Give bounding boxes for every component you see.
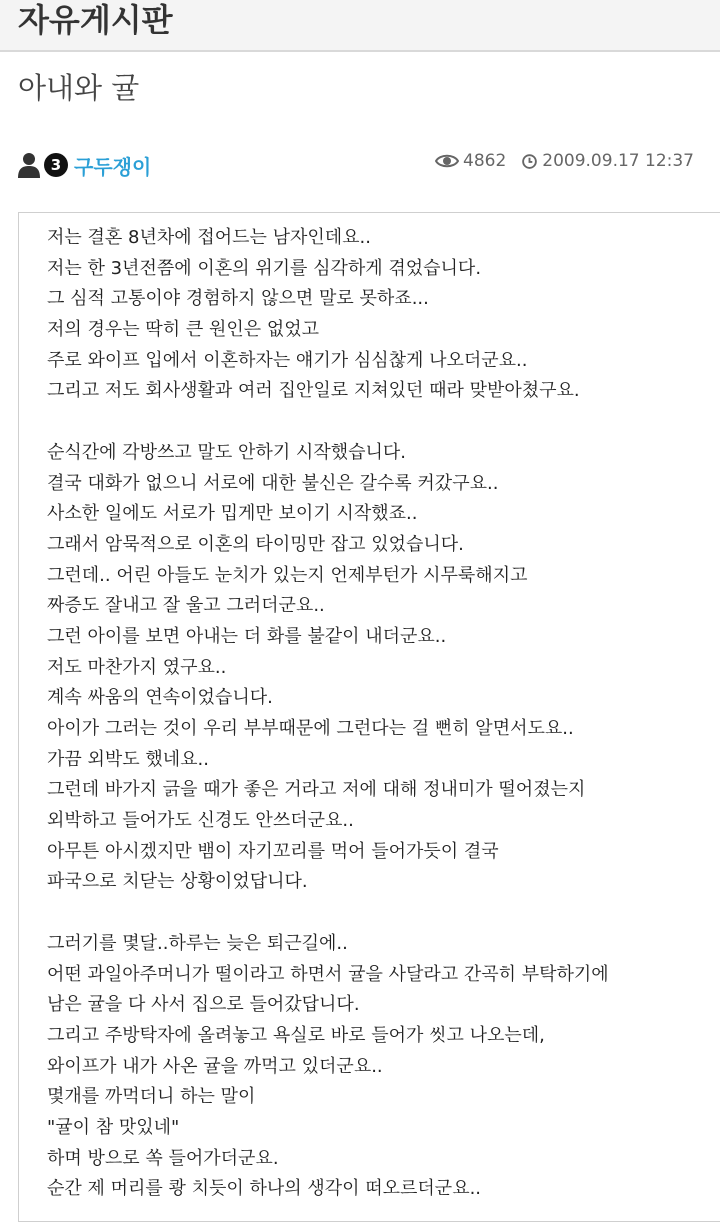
content-line: 아이가 그러는 것이 우리 부부때문에 그런다는 걸 뻔히 알면서도요.. bbox=[47, 718, 574, 739]
content-line: 가끔 외박도 했네요.. bbox=[47, 748, 209, 770]
content-line: 그리고 저도 회사생활과 여러 집안일로 지쳐있던 때라 맞받아쳤구요. bbox=[47, 380, 580, 402]
content-line bbox=[47, 898, 609, 929]
content-line: 저는 결혼 8년차에 접어드는 남자인데요.. bbox=[47, 227, 371, 248]
level-badge: 3 bbox=[44, 153, 68, 177]
view-count bbox=[435, 151, 506, 171]
content-line: 결국 대화가 없으니 서로에 대한 불신은 갈수록 커갔구요.. bbox=[47, 472, 499, 494]
user-icon bbox=[18, 152, 40, 178]
view-count-value: 4862 bbox=[463, 151, 507, 171]
content-line: 그 심적 고통이야 경험하지 않으면 말로 못하죠... bbox=[47, 288, 429, 310]
post-meta bbox=[435, 148, 694, 174]
post-content bbox=[18, 212, 720, 1222]
content-line: 짜증도 잘내고 잘 울고 그러더군요.. bbox=[47, 595, 325, 617]
content-line: 그런데 바가지 긁을 때가 좋은 거라고 저에 대해 정내미가 떨어졌는지 bbox=[47, 779, 586, 801]
content-line bbox=[47, 407, 609, 438]
content-line: 그러기를 몇달..하루는 늦은 퇴근길에.. bbox=[47, 932, 348, 954]
content-line: 그래서 암묵적으로 이혼의 타이밍만 잡고 있었습니다. bbox=[47, 533, 464, 555]
content-line: 하며 방으로 쏙 들어가더군요. bbox=[47, 1147, 279, 1169]
content-line: 사소한 일에도 서로가 밉게만 보이기 시작했죠.. bbox=[47, 503, 418, 525]
author-info bbox=[18, 148, 151, 182]
content-line: 저의 경우는 딱히 큰 원인은 없었고 bbox=[47, 319, 320, 341]
content-line: 순간 제 머리를 쾅 치듯이 하나의 생각이 떠오르더군요.. bbox=[47, 1178, 482, 1200]
content-line: 계속 싸움의 연속이었습니다. bbox=[47, 687, 273, 709]
content-line: 저는 한 3년전쯤에 이혼의 위기를 심각하게 겪었습니다. bbox=[47, 257, 482, 279]
post-datetime bbox=[506, 151, 694, 171]
content-line: 파국으로 치닫는 상황이었답니다. bbox=[47, 871, 308, 893]
board-header bbox=[0, 0, 720, 52]
content-line: 어떤 과일아주머니가 떨이라고 하면서 귤을 사달라고 간곡히 부탁하기에 bbox=[47, 963, 609, 985]
content-line: "귤이 참 맛있네" bbox=[47, 1116, 180, 1138]
content-line: 와이프가 내가 사온 귤을 까먹고 있더군요.. bbox=[47, 1055, 383, 1077]
content-line: 외박하고 들어가도 신경도 안쓰더군요.. bbox=[47, 810, 354, 832]
eye-icon bbox=[435, 153, 459, 169]
post-datetime-value: 2009.09.17 12:37 bbox=[542, 151, 694, 171]
content-line: 남은 귤을 다 사서 집으로 들어갔답니다. bbox=[47, 994, 360, 1016]
clock-icon bbox=[522, 154, 537, 169]
content-line: 그런 아이를 보면 아내는 더 화를 불같이 내더군요.. bbox=[47, 625, 447, 647]
content-line: 순식간에 각방쓰고 말도 안하기 시작했습니다. bbox=[47, 441, 406, 463]
content-line: 그런데.. 어린 아들도 눈치가 있는지 언제부턴가 시무룩해지고 bbox=[47, 564, 528, 586]
content-line: 그리고 주방탁자에 올려놓고 욕실로 바로 들어가 씻고 나오는데, bbox=[47, 1024, 545, 1046]
content-line: 저도 마찬가지 였구요.. bbox=[47, 656, 227, 678]
content-line: 주로 와이프 입에서 이혼하자는 얘기가 심심찮게 나오더군요.. bbox=[47, 349, 528, 371]
post-title: 아내와 귤 bbox=[18, 71, 140, 105]
author-name[interactable]: 구두쟁이 bbox=[74, 154, 152, 179]
post-body bbox=[47, 223, 609, 1205]
content-line: 몇개를 까먹더니 하는 말이 bbox=[47, 1086, 256, 1108]
board-title[interactable]: 자유게시판 bbox=[18, 1, 173, 39]
content-line: 아무튼 아시겠지만 뱀이 자기꼬리를 먹어 들어가듯이 결국 bbox=[47, 840, 499, 862]
